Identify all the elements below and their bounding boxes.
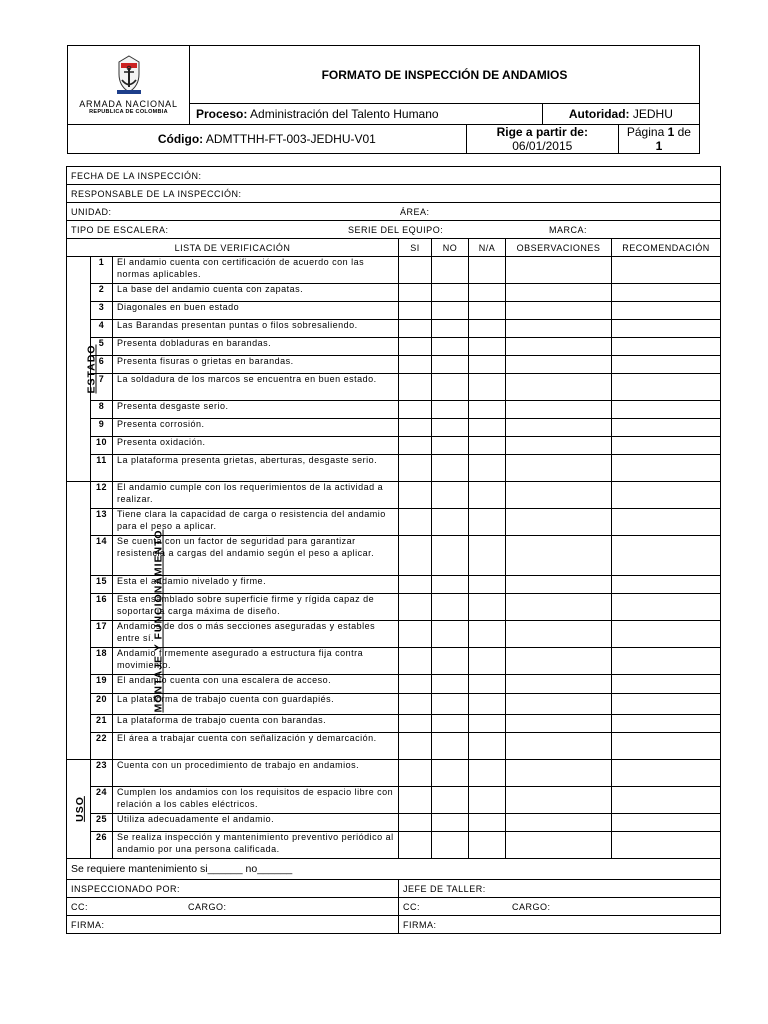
item-description: El andamio cuenta con certificación de acuerdo con las normas aplicables.	[113, 257, 399, 284]
check-cell-observaciones[interactable]	[506, 675, 612, 694]
item-description: Andamio firmemente asegurado a estructura fija contra movimiento.	[113, 648, 399, 675]
check-cell-na[interactable]	[469, 715, 506, 733]
col-na: N/A	[469, 239, 506, 257]
document-title: FORMATO DE INSPECCIÓN DE ANDAMIOS	[190, 46, 700, 104]
check-cell-si[interactable]	[399, 536, 432, 576]
check-cell-si[interactable]	[399, 760, 432, 787]
item-description: Utiliza adecuadamente el andamio.	[113, 814, 399, 832]
proceso-label: Proceso:	[196, 107, 248, 121]
item-number: 8	[91, 401, 113, 419]
check-cell-na[interactable]	[469, 760, 506, 787]
logo-line-1: ARMADA NACIONAL	[79, 99, 178, 109]
document-header	[67, 45, 700, 154]
mantenimiento-field[interactable]: Se requiere mantenimiento si______ no______	[67, 859, 721, 880]
codigo-cell	[68, 125, 467, 154]
checklist-row	[67, 437, 721, 455]
unidad-label: UNIDAD:	[71, 206, 112, 217]
check-cell-no[interactable]	[432, 715, 469, 733]
area-label: ÁREA:	[400, 206, 430, 217]
check-cell-no[interactable]	[432, 284, 469, 302]
item-description: Las Barandas presentan puntas o filos sobresaliendo.	[113, 320, 399, 338]
checklist-row	[67, 576, 721, 594]
check-cell-recomendacion[interactable]	[612, 302, 721, 320]
check-cell-recomendacion[interactable]	[612, 787, 721, 814]
check-cell-recomendacion[interactable]	[612, 320, 721, 338]
check-cell-na[interactable]	[469, 284, 506, 302]
pagina-cell	[618, 125, 699, 154]
check-cell-no[interactable]	[432, 320, 469, 338]
check-cell-observaciones[interactable]	[506, 437, 612, 455]
check-cell-recomendacion[interactable]	[612, 356, 721, 374]
check-cell-observaciones[interactable]	[506, 715, 612, 733]
checklist-row	[67, 832, 721, 859]
unidad-area-field[interactable]	[67, 203, 721, 221]
checklist-row	[67, 482, 721, 509]
checklist-row	[67, 374, 721, 401]
check-cell-no[interactable]	[432, 509, 469, 536]
checklist-row	[67, 509, 721, 536]
check-cell-observaciones[interactable]	[506, 284, 612, 302]
check-cell-si[interactable]	[399, 621, 432, 648]
check-cell-na[interactable]	[469, 509, 506, 536]
checklist-row	[67, 787, 721, 814]
autoridad-label: Autoridad:	[568, 107, 630, 121]
item-number: 25	[91, 814, 113, 832]
check-cell-no[interactable]	[432, 594, 469, 621]
check-cell-no[interactable]	[432, 675, 469, 694]
check-cell-na[interactable]	[469, 694, 506, 715]
col-recomendacion: RECOMENDACIÓN	[612, 239, 721, 257]
pagina-label: Página	[626, 125, 665, 139]
check-cell-recomendacion[interactable]	[612, 594, 721, 621]
codigo-value: ADMTTHH-FT-003-JEDHU-V01	[205, 132, 376, 146]
item-number: 12	[91, 482, 113, 509]
check-cell-no[interactable]	[432, 787, 469, 814]
tipo-label: TIPO DE ESCALERA:	[71, 224, 169, 235]
check-cell-observaciones[interactable]	[506, 374, 612, 401]
check-cell-na[interactable]	[469, 787, 506, 814]
check-cell-si[interactable]	[399, 733, 432, 760]
check-cell-observaciones[interactable]	[506, 419, 612, 437]
check-cell-recomendacion[interactable]	[612, 257, 721, 284]
item-number: 23	[91, 760, 113, 787]
check-cell-observaciones[interactable]	[506, 536, 612, 576]
fecha-field[interactable]: FECHA DE LA INSPECCIÓN:	[67, 167, 721, 185]
item-number: 18	[91, 648, 113, 675]
check-cell-recomendacion[interactable]	[612, 621, 721, 648]
check-cell-na[interactable]	[469, 832, 506, 859]
item-number: 20	[91, 694, 113, 715]
pagina-total: 1	[655, 139, 663, 153]
check-cell-si[interactable]	[399, 675, 432, 694]
navy-anchor-emblem-icon	[112, 54, 146, 96]
check-cell-na[interactable]	[469, 594, 506, 621]
checklist-row	[67, 455, 721, 482]
check-cell-recomendacion[interactable]	[612, 832, 721, 859]
check-cell-no[interactable]	[432, 356, 469, 374]
check-cell-si[interactable]	[399, 594, 432, 621]
item-description: Esta ensamblado sobre superficie firme y rígida capaz de soportar la carga máxima de diseño.	[113, 594, 399, 621]
cc-cargo-right[interactable]	[399, 898, 721, 916]
item-description: El andamio cuenta con una escalera de acceso.	[113, 675, 399, 694]
item-number: 4	[91, 320, 113, 338]
check-cell-na[interactable]	[469, 455, 506, 482]
check-cell-observaciones[interactable]	[506, 832, 612, 859]
check-cell-si[interactable]	[399, 419, 432, 437]
item-number: 16	[91, 594, 113, 621]
checklist-row	[67, 675, 721, 694]
check-cell-si[interactable]	[399, 401, 432, 419]
check-cell-recomendacion[interactable]	[612, 437, 721, 455]
responsable-field[interactable]: RESPONSABLE DE LA INSPECCIÓN:	[67, 185, 721, 203]
checklist-row	[67, 733, 721, 760]
check-cell-recomendacion[interactable]	[612, 284, 721, 302]
check-cell-recomendacion[interactable]	[612, 694, 721, 715]
checklist-row	[67, 419, 721, 437]
jefe-field[interactable]: JEFE DE TALLER:	[399, 880, 721, 898]
check-cell-na[interactable]	[469, 621, 506, 648]
check-cell-na[interactable]	[469, 419, 506, 437]
check-cell-na[interactable]	[469, 576, 506, 594]
cc-label-left: CC:	[71, 901, 88, 912]
check-cell-observaciones[interactable]	[506, 694, 612, 715]
check-cell-recomendacion[interactable]	[612, 733, 721, 760]
check-cell-no[interactable]	[432, 832, 469, 859]
check-cell-na[interactable]	[469, 401, 506, 419]
checklist-row	[67, 284, 721, 302]
check-cell-si[interactable]	[399, 576, 432, 594]
check-cell-no[interactable]	[432, 437, 469, 455]
section-label: USO	[73, 796, 86, 822]
check-cell-no[interactable]	[432, 374, 469, 401]
check-cell-observaciones[interactable]	[506, 356, 612, 374]
check-cell-no[interactable]	[432, 401, 469, 419]
logo-line-2: REPUBLICA DE COLOMBIA	[89, 109, 168, 115]
item-number: 10	[91, 437, 113, 455]
check-cell-recomendacion[interactable]	[612, 576, 721, 594]
check-cell-recomendacion[interactable]	[612, 675, 721, 694]
cargo-label-left: CARGO:	[188, 901, 227, 912]
item-number: 26	[91, 832, 113, 859]
check-cell-na[interactable]	[469, 733, 506, 760]
item-description: La plataforma de trabajo cuenta con guardapiés.	[113, 694, 399, 715]
check-cell-si[interactable]	[399, 257, 432, 284]
inspeccionado-field[interactable]: INSPECCIONADO POR:	[67, 880, 399, 898]
item-number: 13	[91, 509, 113, 536]
check-cell-recomendacion[interactable]	[612, 814, 721, 832]
checklist-row	[67, 594, 721, 621]
check-cell-na[interactable]	[469, 675, 506, 694]
item-number: 7	[91, 374, 113, 401]
pagina-num: 1	[667, 125, 675, 139]
item-description: El andamio cumple con los requerimientos de la actividad a realizar.	[113, 482, 399, 509]
item-number: 17	[91, 621, 113, 648]
check-cell-no[interactable]	[432, 648, 469, 675]
item-description: Cuenta con un procedimiento de trabajo en andamios.	[113, 760, 399, 787]
item-number: 15	[91, 576, 113, 594]
column-header-row	[67, 239, 721, 257]
check-cell-no[interactable]	[432, 257, 469, 284]
rige-label: Rige a partir de:	[496, 125, 588, 139]
item-description: La plataforma presenta grietas, aberturas, desgaste serio.	[113, 455, 399, 482]
item-description: La base del andamio cuenta con zapatas.	[113, 284, 399, 302]
check-cell-si[interactable]	[399, 356, 432, 374]
check-cell-na[interactable]	[469, 536, 506, 576]
checklist-row	[67, 320, 721, 338]
check-cell-si[interactable]	[399, 509, 432, 536]
pagina-de: de	[677, 125, 691, 139]
check-cell-no[interactable]	[432, 576, 469, 594]
check-cell-na[interactable]	[469, 482, 506, 509]
section-estado	[67, 257, 98, 482]
item-description: Cumplen los andamios con los requisitos de espacio libre con relación a los cables eléctricos.	[113, 787, 399, 814]
item-number: 19	[91, 675, 113, 694]
check-cell-si[interactable]	[399, 694, 432, 715]
check-cell-no[interactable]	[432, 536, 469, 576]
serie-label: SERIE DEL EQUIPO:	[348, 224, 444, 235]
check-cell-si[interactable]	[399, 302, 432, 320]
check-cell-observaciones[interactable]	[506, 648, 612, 675]
checklist-row	[67, 814, 721, 832]
check-cell-observaciones[interactable]	[506, 594, 612, 621]
check-cell-na[interactable]	[469, 338, 506, 356]
check-cell-na[interactable]	[469, 814, 506, 832]
codigo-label: Código:	[157, 132, 204, 146]
check-cell-si[interactable]	[399, 320, 432, 338]
item-description: Presenta corrosión.	[113, 419, 399, 437]
item-description: Se cuenta con un factor de seguridad para garantizar resistencia a cargas del andamio según el peso a aplicar.	[113, 536, 399, 576]
item-number: 11	[91, 455, 113, 482]
check-cell-recomendacion[interactable]	[612, 648, 721, 675]
check-cell-recomendacion[interactable]	[612, 419, 721, 437]
section-uso	[67, 760, 91, 859]
item-description: La soldadura de los marcos se encuentra en buen estado.	[113, 374, 399, 401]
check-cell-recomendacion[interactable]	[612, 509, 721, 536]
check-cell-si[interactable]	[399, 832, 432, 859]
checklist-row	[67, 338, 721, 356]
check-cell-recomendacion[interactable]	[612, 760, 721, 787]
check-cell-no[interactable]	[432, 455, 469, 482]
logo-cell	[68, 46, 190, 125]
item-description: Presenta fisuras o grietas en barandas.	[113, 356, 399, 374]
check-cell-observaciones[interactable]	[506, 455, 612, 482]
check-cell-recomendacion[interactable]	[612, 482, 721, 509]
escalera-field[interactable]	[67, 221, 721, 239]
check-cell-no[interactable]	[432, 733, 469, 760]
check-cell-observaciones[interactable]	[506, 509, 612, 536]
proceso-cell	[190, 104, 543, 125]
col-observaciones: OBSERVACIONES	[506, 239, 612, 257]
autoridad-value: JEDHU	[632, 107, 673, 121]
rige-cell	[466, 125, 618, 154]
check-cell-no[interactable]	[432, 302, 469, 320]
check-cell-no[interactable]	[432, 482, 469, 509]
autoridad-cell	[542, 104, 699, 125]
firma-right[interactable]: FIRMA:	[399, 916, 721, 934]
checklist-row	[67, 356, 721, 374]
item-description: Diagonales en buen estado	[113, 302, 399, 320]
check-cell-recomendacion[interactable]	[612, 401, 721, 419]
check-cell-na[interactable]	[469, 437, 506, 455]
check-cell-observaciones[interactable]	[506, 302, 612, 320]
check-cell-observaciones[interactable]	[506, 621, 612, 648]
check-cell-na[interactable]	[469, 374, 506, 401]
check-cell-si[interactable]	[399, 814, 432, 832]
check-cell-no[interactable]	[432, 419, 469, 437]
check-cell-no[interactable]	[432, 338, 469, 356]
checklist-row	[67, 536, 721, 576]
cc-label-right: CC:	[403, 901, 420, 912]
check-cell-no[interactable]	[432, 621, 469, 648]
item-number: 2	[91, 284, 113, 302]
checklist-row	[67, 715, 721, 733]
inspection-form	[66, 166, 721, 934]
check-cell-observaciones[interactable]	[506, 733, 612, 760]
checklist-row	[67, 257, 721, 284]
check-cell-recomendacion[interactable]	[612, 536, 721, 576]
col-si: SI	[399, 239, 432, 257]
check-cell-observaciones[interactable]	[506, 814, 612, 832]
check-cell-no[interactable]	[432, 694, 469, 715]
check-cell-si[interactable]	[399, 338, 432, 356]
section-label: ESTADO	[85, 344, 98, 394]
check-cell-si[interactable]	[399, 455, 432, 482]
check-cell-no[interactable]	[432, 760, 469, 787]
check-cell-observaciones[interactable]	[506, 787, 612, 814]
item-number: 1	[91, 257, 113, 284]
check-cell-si[interactable]	[399, 715, 432, 733]
item-number: 5	[91, 338, 113, 356]
item-number: 9	[91, 419, 113, 437]
check-cell-observaciones[interactable]	[506, 338, 612, 356]
item-description: Esta el andamio nivelado y firme.	[113, 576, 399, 594]
item-description: La plataforma de trabajo cuenta con barandas.	[113, 715, 399, 733]
item-number: 6	[91, 356, 113, 374]
check-cell-si[interactable]	[399, 437, 432, 455]
item-description: El área a trabajar cuenta con señalización y demarcación.	[113, 733, 399, 760]
check-cell-recomendacion[interactable]	[612, 374, 721, 401]
check-cell-si[interactable]	[399, 482, 432, 509]
check-cell-observaciones[interactable]	[506, 760, 612, 787]
item-description: Presenta desgaste serio.	[113, 401, 399, 419]
section-label: MONTAJE Y FUNCIONAMIENTO	[152, 528, 165, 713]
checklist-row	[67, 694, 721, 715]
check-cell-si[interactable]	[399, 787, 432, 814]
check-cell-na[interactable]	[469, 320, 506, 338]
item-number: 3	[91, 302, 113, 320]
check-cell-na[interactable]	[469, 257, 506, 284]
item-description: Andamios de dos o más secciones aseguradas y estables entre sí.	[113, 621, 399, 648]
item-description: Tiene clara la capacidad de carga o resistencia del andamio para el peso a aplicar.	[113, 509, 399, 536]
item-description: Presenta dobladuras en barandas.	[113, 338, 399, 356]
marca-label: MARCA:	[549, 224, 588, 235]
check-cell-si[interactable]	[399, 284, 432, 302]
check-cell-si[interactable]	[399, 374, 432, 401]
item-number: 22	[91, 733, 113, 760]
check-cell-recomendacion[interactable]	[612, 338, 721, 356]
check-cell-na[interactable]	[469, 648, 506, 675]
item-description: Presenta oxidación.	[113, 437, 399, 455]
check-cell-observaciones[interactable]	[506, 320, 612, 338]
check-cell-observaciones[interactable]	[506, 482, 612, 509]
check-cell-observaciones[interactable]	[506, 257, 612, 284]
cc-cargo-left[interactable]	[67, 898, 399, 916]
col-lista: LISTA DE VERIFICACIÓN	[67, 239, 399, 257]
check-cell-observaciones[interactable]	[506, 576, 612, 594]
check-cell-no[interactable]	[432, 814, 469, 832]
check-cell-recomendacion[interactable]	[612, 455, 721, 482]
col-no: NO	[432, 239, 469, 257]
item-number: 21	[91, 715, 113, 733]
rige-value: 06/01/2015	[512, 139, 573, 153]
check-cell-recomendacion[interactable]	[612, 715, 721, 733]
checklist-row	[67, 760, 721, 787]
check-cell-na[interactable]	[469, 302, 506, 320]
item-number: 24	[91, 787, 113, 814]
checklist-row	[67, 302, 721, 320]
check-cell-observaciones[interactable]	[506, 401, 612, 419]
item-number: 14	[91, 536, 113, 576]
checklist-row	[67, 621, 721, 648]
check-cell-na[interactable]	[469, 356, 506, 374]
cargo-label-right: CARGO:	[512, 901, 551, 912]
item-description: Se realiza inspección y mantenimiento preventivo periódico al andamio por una persona calificada.	[113, 832, 399, 859]
checklist-row	[67, 401, 721, 419]
firma-left[interactable]: FIRMA:	[67, 916, 399, 934]
check-cell-si[interactable]	[399, 648, 432, 675]
proceso-value: Administración del Talento Humano	[250, 107, 439, 121]
checklist-row	[67, 648, 721, 675]
